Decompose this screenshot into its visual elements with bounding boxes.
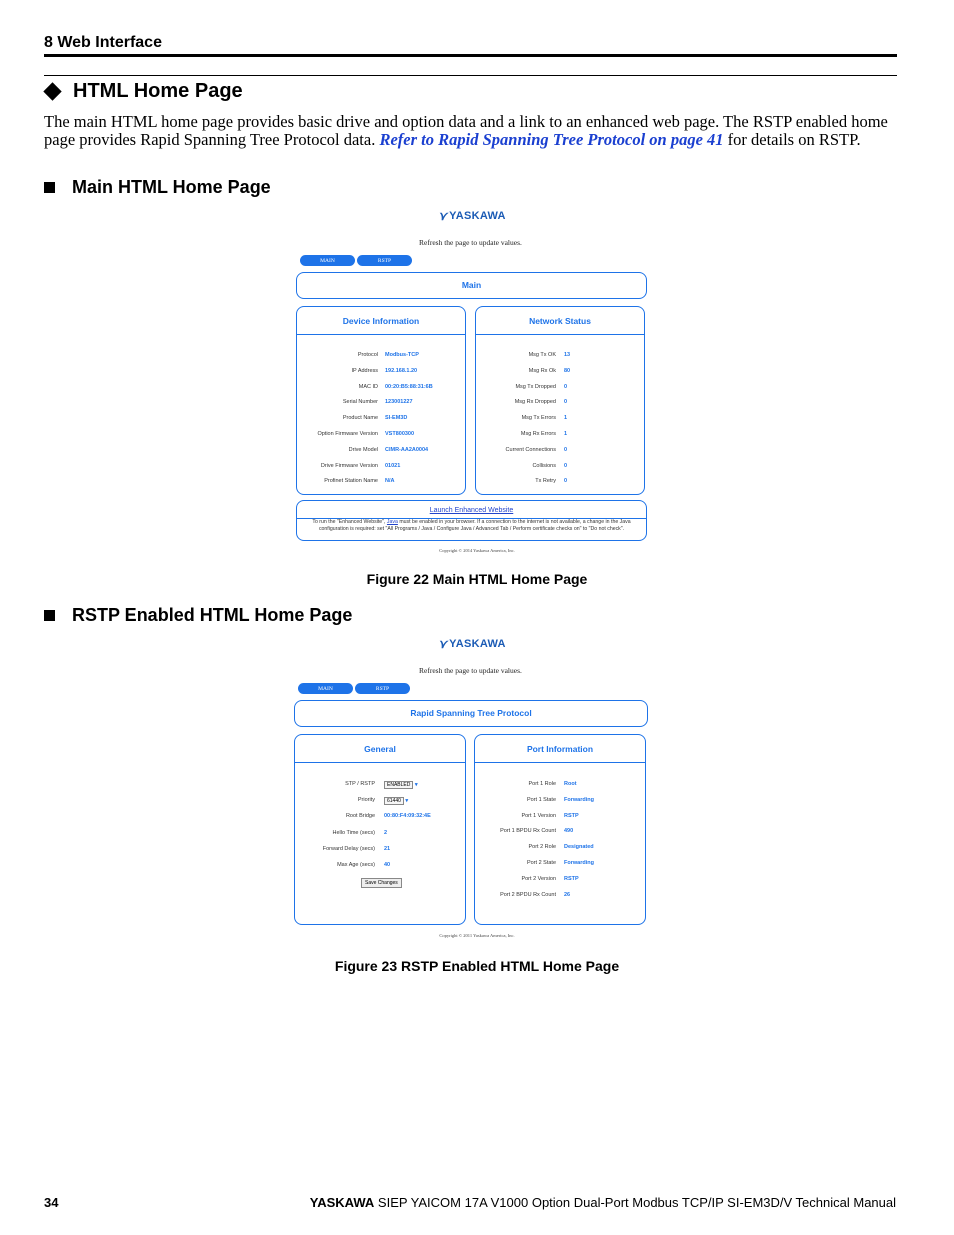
row-label: Port 2 State (526, 860, 556, 866)
row-value: 490 (564, 828, 574, 835)
general-panel (294, 734, 466, 925)
row-label: Current Connections (505, 446, 556, 453)
row-label: Msg Tx Errors (521, 415, 556, 422)
row-value: 0 (564, 383, 568, 390)
panel-divider (297, 518, 646, 519)
fig23-logo (438, 637, 506, 651)
general-title: General (364, 744, 396, 754)
fig23-heading (44, 605, 352, 626)
port-info-panel (474, 734, 646, 925)
row-value: VST800300 (385, 431, 415, 437)
row-value: 40 (384, 862, 391, 868)
row-label: IP Address (351, 367, 378, 374)
fig22-banner (296, 272, 647, 299)
row-value: 0 (564, 478, 568, 485)
fig22-refresh-text: Refresh the page to update values. (419, 238, 522, 247)
section-body (44, 113, 900, 148)
fig22-copyright: Copyright © 2014 Yaskawa America, Inc. (439, 548, 515, 553)
select-value[interactable]: ENABLED (384, 781, 413, 789)
row-value: 00:20:B5:88:31:6B (385, 383, 433, 390)
body-text-post: for details on RSTP. (723, 129, 861, 149)
row-label: Msg Tx OK (528, 352, 556, 358)
row-value: Root (564, 781, 577, 787)
row-label: Msg Rx Ok (528, 367, 556, 374)
section-title-text: HTML Home Page (73, 80, 243, 102)
row-value: CIMR-AA2A0004 (385, 446, 429, 453)
row-value: SI-EM3D (385, 415, 408, 422)
fig22-heading (44, 177, 271, 198)
row-value: 192.168.1.20 (385, 367, 418, 374)
row-value: 123001227 (385, 399, 413, 406)
java-note-pre: To run the "Enhanced Website", (312, 519, 387, 525)
row-label: Max Age (secs) (337, 862, 375, 868)
row-label: Root Bridge (345, 813, 375, 820)
chevron-down-icon: ▾ (413, 782, 418, 788)
row-label: Msg Rx Dropped (514, 399, 556, 406)
fig23-logo-text: YASKAWA (449, 638, 506, 650)
fig23-copyright: Copyright © 2011 Yaskawa America, Inc. (439, 933, 515, 938)
java-note-post: must be enabled in your browser. If a connection to the internet is not available, a change in the Java configuration is required: set "All Programs / Java / Configure Java / Advanced Tab / Perform certificate checks on" to "Do not check". (318, 519, 631, 532)
panel-divider (295, 762, 465, 763)
row-label: Drive Firmware Version (320, 462, 378, 469)
fig23-banner-title: Rapid Spanning Tree Protocol (410, 708, 532, 718)
row-label: Option Firmware Version (317, 431, 378, 437)
java-link[interactable]: Java (386, 519, 398, 525)
body-text-pre: The main HTML home page provides basic drive and option data and a link to an enhanced web page. The RSTP enabled home page provides Rapid Spanning Tree Protocol data. (44, 112, 888, 149)
chapter-heading: 8 Web Interface (44, 34, 162, 51)
panel-divider (475, 762, 645, 763)
row-value: RSTP (564, 812, 579, 819)
network-status-title: Network Status (529, 316, 591, 326)
header-rule (44, 54, 897, 57)
row-value: 2 (384, 829, 388, 836)
row-label: Port 2 Role (528, 844, 556, 851)
row-value: 21 (384, 845, 391, 852)
fig23-refresh-text: Refresh the page to update values. (419, 666, 522, 675)
row-value: 13 (564, 352, 571, 358)
fig22-tab-main[interactable]: MAIN (300, 255, 355, 266)
row-label: Forward Delay (secs) (322, 845, 375, 852)
panel-divider (297, 334, 465, 335)
yaskawa-logo-icon: ⋎ (438, 209, 448, 223)
row-value: 26 (564, 891, 571, 898)
row-label: Profinet Station Name (324, 478, 378, 485)
cross-reference-link[interactable]: Refer to Rapid Spanning Tree Protocol on page 41 (379, 129, 724, 149)
row-label: Port 1 BPDU Rx Count (500, 828, 556, 835)
row-value: Modbus-TCP (385, 352, 419, 358)
port-info-title: Port Information (526, 744, 594, 754)
save-changes-button[interactable]: Save Changes (361, 878, 402, 888)
fig22-logo (438, 209, 506, 223)
row-value: 1 (564, 431, 568, 437)
row-label: Port 1 Role (528, 781, 556, 787)
fig22-caption: Figure 22 Main HTML Home Page (366, 571, 588, 587)
row-value: N/A (385, 478, 395, 485)
page-number: 34 (44, 1195, 59, 1210)
row-label: MAC ID (358, 383, 378, 390)
fig22-tab-rstp[interactable]: RSTP (357, 255, 412, 266)
fig23-heading-text: RSTP Enabled HTML Home Page (72, 605, 353, 625)
row-select[interactable] (384, 781, 418, 789)
footer-brand: YASKAWA (309, 1195, 375, 1210)
row-label: Protocol (357, 352, 378, 358)
device-info-title: Device Information (342, 316, 420, 326)
square-bullet-icon (44, 610, 55, 621)
row-label: Msg Rx Errors (520, 431, 556, 437)
network-status-panel (475, 306, 645, 495)
row-value: 80 (564, 367, 571, 374)
panel-divider (476, 334, 644, 335)
row-value: 00:80:F4:09:32:4E (384, 813, 431, 820)
row-label: Port 2 Version (521, 875, 556, 882)
device-info-panel (296, 306, 466, 495)
row-label: Hello Time (secs) (332, 829, 375, 836)
row-label: Port 2 BPDU Rx Count (500, 891, 556, 898)
fig23-tab-main[interactable]: MAIN (298, 683, 353, 694)
row-label: Collisions (532, 462, 556, 469)
fig23-tab-rstp[interactable]: RSTP (355, 683, 410, 694)
save-changes-row (361, 880, 402, 886)
row-value: 0 (564, 462, 568, 469)
select-value[interactable]: 61440 (384, 797, 404, 805)
row-label: Msg Tx Dropped (515, 383, 556, 390)
launch-panel (296, 500, 647, 541)
square-bullet-icon (44, 182, 55, 193)
row-value: RSTP (564, 875, 579, 882)
row-label: Product Name (342, 415, 378, 422)
row-label: Tx Retry (535, 478, 556, 485)
row-value: 0 (564, 399, 568, 406)
java-note (297, 519, 646, 533)
row-label: Drive Model (348, 446, 378, 453)
fig23-caption: Figure 23 RSTP Enabled HTML Home Page (334, 958, 620, 974)
row-label: Port 1 State (526, 796, 556, 803)
row-label: Priority (357, 797, 375, 804)
row-value: Designated (564, 844, 594, 851)
row-value: 0 (564, 446, 568, 453)
row-label: Serial Number (342, 399, 378, 406)
section-rule (44, 75, 897, 76)
row-value: Forwarding (564, 860, 594, 866)
footer-title (310, 1195, 896, 1210)
section-title (44, 80, 243, 103)
chevron-down-icon: ▾ (403, 798, 409, 805)
fig22-banner-title: Main (461, 280, 482, 290)
fig22-heading-text: Main HTML Home Page (72, 177, 271, 197)
fig22-logo-text: YASKAWA (449, 210, 506, 222)
footer-manual-title: SIEP YAICOM 17A V1000 Option Dual-Port Modbus TCP/IP SI-EM3D/V Technical Manual (374, 1195, 896, 1210)
row-label: Port 1 Version (521, 812, 556, 819)
row-select[interactable] (384, 797, 408, 805)
row-value: Forwarding (564, 796, 594, 803)
diamond-bullet-icon (43, 82, 61, 100)
row-label: STP / RSTP (345, 781, 375, 787)
row-value: 01021 (385, 462, 401, 469)
launch-enhanced-website-link[interactable]: Launch Enhanced Website (429, 507, 514, 514)
row-value: 1 (564, 415, 568, 422)
yaskawa-logo-icon: ⋎ (438, 637, 448, 651)
fig23-banner (294, 700, 648, 727)
